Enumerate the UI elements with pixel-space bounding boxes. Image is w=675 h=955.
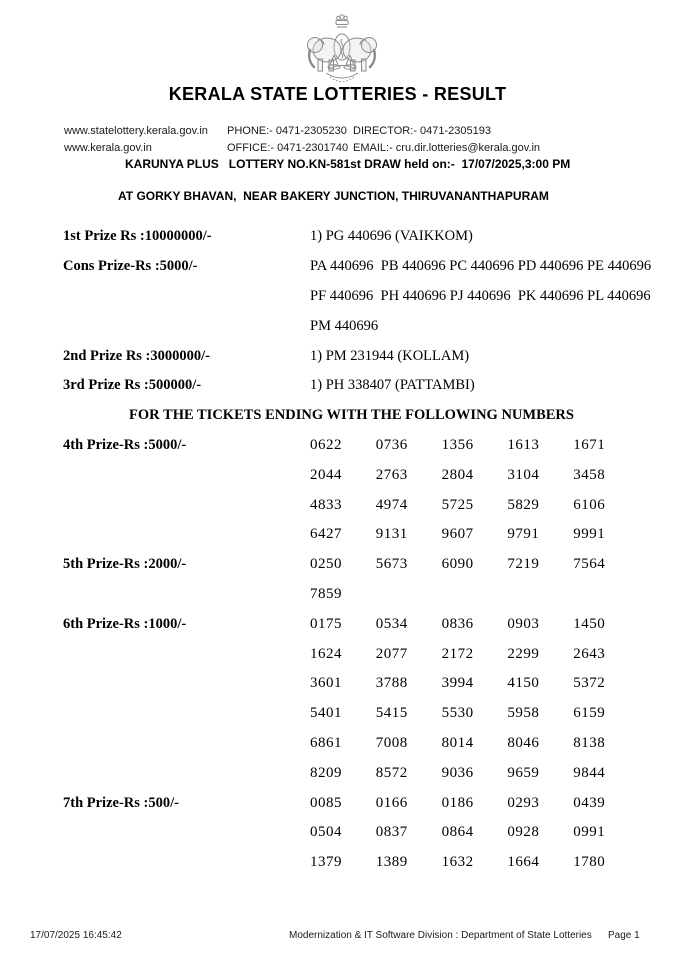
ending-prize-row (63, 609, 643, 639)
ticket-number: 9991 (573, 526, 606, 543)
ticket-number: 6861 (310, 734, 342, 751)
ticket-number: 0186 (441, 794, 474, 811)
prize-label: 5th Prize-Rs :2000/- (63, 556, 187, 573)
winning-tickets-line: PF 440696 PH 440696 PJ 440696 PK 440696 PL 440696 (310, 287, 651, 304)
ticket-number: 0534 (375, 615, 408, 632)
ending-prize-row (63, 788, 643, 818)
prize-label: 7th Prize-Rs :500/- (63, 794, 179, 811)
ticket-number: 0928 (507, 824, 540, 841)
ticket-number: 4150 (507, 675, 540, 692)
ticket-number: 5958 (507, 705, 540, 722)
ticket-number: 3788 (375, 675, 408, 692)
ticket-number: 1671 (573, 436, 606, 453)
ticket-number: 3458 (573, 466, 606, 483)
ticket-number: 0504 (310, 824, 342, 841)
prize-label: 3rd Prize Rs :500000/- (63, 377, 202, 394)
ticket-number: 3601 (310, 675, 342, 692)
ending-prize-row (63, 460, 643, 490)
ending-prize-row (63, 490, 643, 520)
ticket-number: 2299 (507, 645, 540, 662)
second-prize-row (63, 341, 643, 371)
winning-tickets-line: PA 440696 PB 440696 PC 440696 PD 440696 PE 440696 (310, 258, 652, 275)
ticket-number: 1632 (441, 854, 474, 871)
ticket-number: 9607 (441, 526, 474, 543)
ticket-number: 9791 (507, 526, 540, 543)
contact-row (64, 140, 540, 157)
winning-ticket: 1) PH 338407 (PATTAMBI) (310, 377, 475, 394)
ticket-number-row (310, 616, 639, 633)
ticket-number: 0736 (375, 436, 408, 453)
ticket-number-row (310, 467, 639, 484)
ticket-number: 0439 (573, 794, 606, 811)
ticket-number: 0085 (310, 794, 342, 811)
ticket-number: 2763 (375, 466, 408, 483)
office-number: OFFICE:- 0471-2301740 (227, 141, 349, 154)
director-number: DIRECTOR:- 0471-2305193 (353, 125, 491, 138)
ticket-number: 3104 (507, 466, 540, 483)
ending-prize-row (63, 729, 643, 759)
ticket-number: 0991 (573, 824, 606, 841)
ending-prize-row (63, 431, 643, 461)
ticket-number: 2077 (375, 645, 408, 662)
ticket-number: 9036 (441, 764, 474, 781)
ticket-number: 1450 (573, 615, 606, 632)
ticket-number: 3994 (441, 675, 474, 692)
first-prize-row (63, 222, 643, 252)
ticket-number: 1356 (441, 436, 474, 453)
ticket-number-row (310, 675, 639, 692)
ticket-number: 8572 (375, 764, 408, 781)
ending-prize-row (63, 669, 643, 699)
ticket-number: 6106 (573, 496, 606, 513)
ticket-number: 5829 (507, 496, 540, 513)
ticket-number: 8014 (441, 734, 474, 751)
ticket-number: 9131 (375, 526, 408, 543)
ticket-number-row (310, 586, 376, 603)
contact-row (64, 123, 540, 140)
ticket-number: 0864 (441, 824, 474, 841)
ticket-number: 2804 (441, 466, 474, 483)
ticket-number: 6090 (441, 556, 474, 573)
website-link-kerala: www.kerala.gov.in (64, 141, 152, 154)
ticket-number: 0622 (310, 436, 342, 453)
prize-label: 4th Prize-Rs :5000/- (63, 436, 187, 453)
ticket-number: 9844 (573, 764, 606, 781)
ticket-number: 0250 (310, 556, 342, 573)
ticket-number: 2172 (441, 645, 474, 662)
ticket-number: 6159 (573, 705, 606, 722)
ticket-number-row (310, 556, 639, 573)
ticket-number: 2044 (310, 466, 342, 483)
ticket-number: 5673 (375, 556, 408, 573)
contact-info (64, 123, 540, 156)
cons-prize-row (63, 311, 643, 341)
ending-prize-row (63, 818, 643, 848)
ticket-number: 5725 (441, 496, 474, 513)
ticket-number: 4833 (310, 496, 342, 513)
ticket-number-row (310, 824, 639, 841)
email-address: EMAIL:- cru.dir.lotteries@kerala.gov.in (353, 141, 541, 154)
ticket-number: 8046 (507, 734, 540, 751)
ticket-number: 7859 (310, 585, 342, 602)
ending-prize-row (63, 580, 643, 610)
prize-label: 2nd Prize Rs :3000000/- (63, 347, 210, 364)
page-number: Page 1 (608, 930, 640, 941)
prize-label: Cons Prize-Rs :5000/- (63, 258, 198, 275)
ticket-number: 0175 (310, 615, 342, 632)
ticket-number: 1389 (375, 854, 408, 871)
ending-prize-row (63, 520, 643, 550)
ticket-number-row (310, 795, 639, 812)
winning-tickets-line: PM 440696 (310, 317, 379, 334)
cons-prize-row (63, 252, 652, 282)
ticket-number: 1624 (310, 645, 342, 662)
winning-ticket: 1) PG 440696 (VAIKKOM) (310, 228, 473, 245)
website-link-statelottery: www.statelottery.kerala.gov.in (64, 125, 208, 138)
ticket-number: 5401 (310, 705, 342, 722)
ticket-number: 7564 (573, 556, 606, 573)
ending-prize-row (63, 639, 643, 669)
print-timestamp: 17/07/2025 16:45:42 (30, 930, 122, 941)
ticket-number: 0293 (507, 794, 540, 811)
ticket-number: 2643 (573, 645, 606, 662)
ticket-number: 8138 (573, 734, 606, 751)
ticket-number-row (310, 735, 639, 752)
division-credit: Modernization & IT Software Division : Department of State Lotteries (289, 930, 592, 941)
ticket-number: 1379 (310, 854, 342, 871)
venue-info-line: AT GORKY BHAVAN, NEAR BAKERY JUNCTION, THIRUVANANTHAPURAM (118, 189, 549, 203)
ticket-number: 0903 (507, 615, 540, 632)
ticket-number: 6427 (310, 526, 342, 543)
ticket-number: 0837 (375, 824, 408, 841)
ticket-number: 8209 (310, 764, 342, 781)
third-prize-row (63, 371, 643, 401)
ending-numbers-heading: FOR THE TICKETS ENDING WITH THE FOLLOWING NUMBERS (129, 407, 574, 424)
kerala-state-emblem-icon (303, 9, 381, 89)
ticket-number: 4974 (375, 496, 408, 513)
ending-prize-sections (63, 431, 643, 878)
ending-prize-row (63, 758, 643, 788)
winning-ticket: 1) PM 231944 (KOLLAM) (310, 347, 470, 364)
page-title: KERALA STATE LOTTERIES - RESULT (168, 84, 507, 104)
ticket-number-row (310, 497, 639, 514)
ticket-number-row (310, 705, 639, 722)
ticket-number-row (310, 854, 639, 871)
ticket-number: 5372 (573, 675, 606, 692)
results-body (63, 222, 652, 878)
ticket-number: 5530 (441, 705, 474, 722)
ticket-number: 0836 (441, 615, 474, 632)
ticket-number: 5415 (375, 705, 408, 722)
phone-number: PHONE:- 0471-2305230 (227, 125, 347, 138)
ticket-number: 7219 (507, 556, 540, 573)
ending-prize-row (63, 699, 643, 729)
ticket-number: 1613 (507, 436, 540, 453)
ticket-number: 7008 (375, 734, 408, 751)
cons-prize-row (63, 282, 651, 312)
prize-label: 6th Prize-Rs :1000/- (63, 615, 187, 632)
ticket-number: 1780 (573, 854, 606, 871)
ticket-number-row (310, 646, 639, 663)
ticket-number-row (310, 765, 639, 782)
ending-prize-row (63, 848, 643, 878)
ticket-number: 1664 (507, 854, 540, 871)
ticket-number-row (310, 437, 639, 454)
draw-info-line: KARUNYA PLUS LOTTERY NO.KN-581st DRAW held on:- 17/07/2025,3:00 PM (125, 157, 571, 171)
ticket-number-row (310, 526, 639, 543)
ending-prize-row (63, 550, 643, 580)
prize-label: 1st Prize Rs :10000000/- (63, 228, 212, 245)
ticket-number: 0166 (375, 794, 408, 811)
ticket-number: 9659 (507, 764, 540, 781)
